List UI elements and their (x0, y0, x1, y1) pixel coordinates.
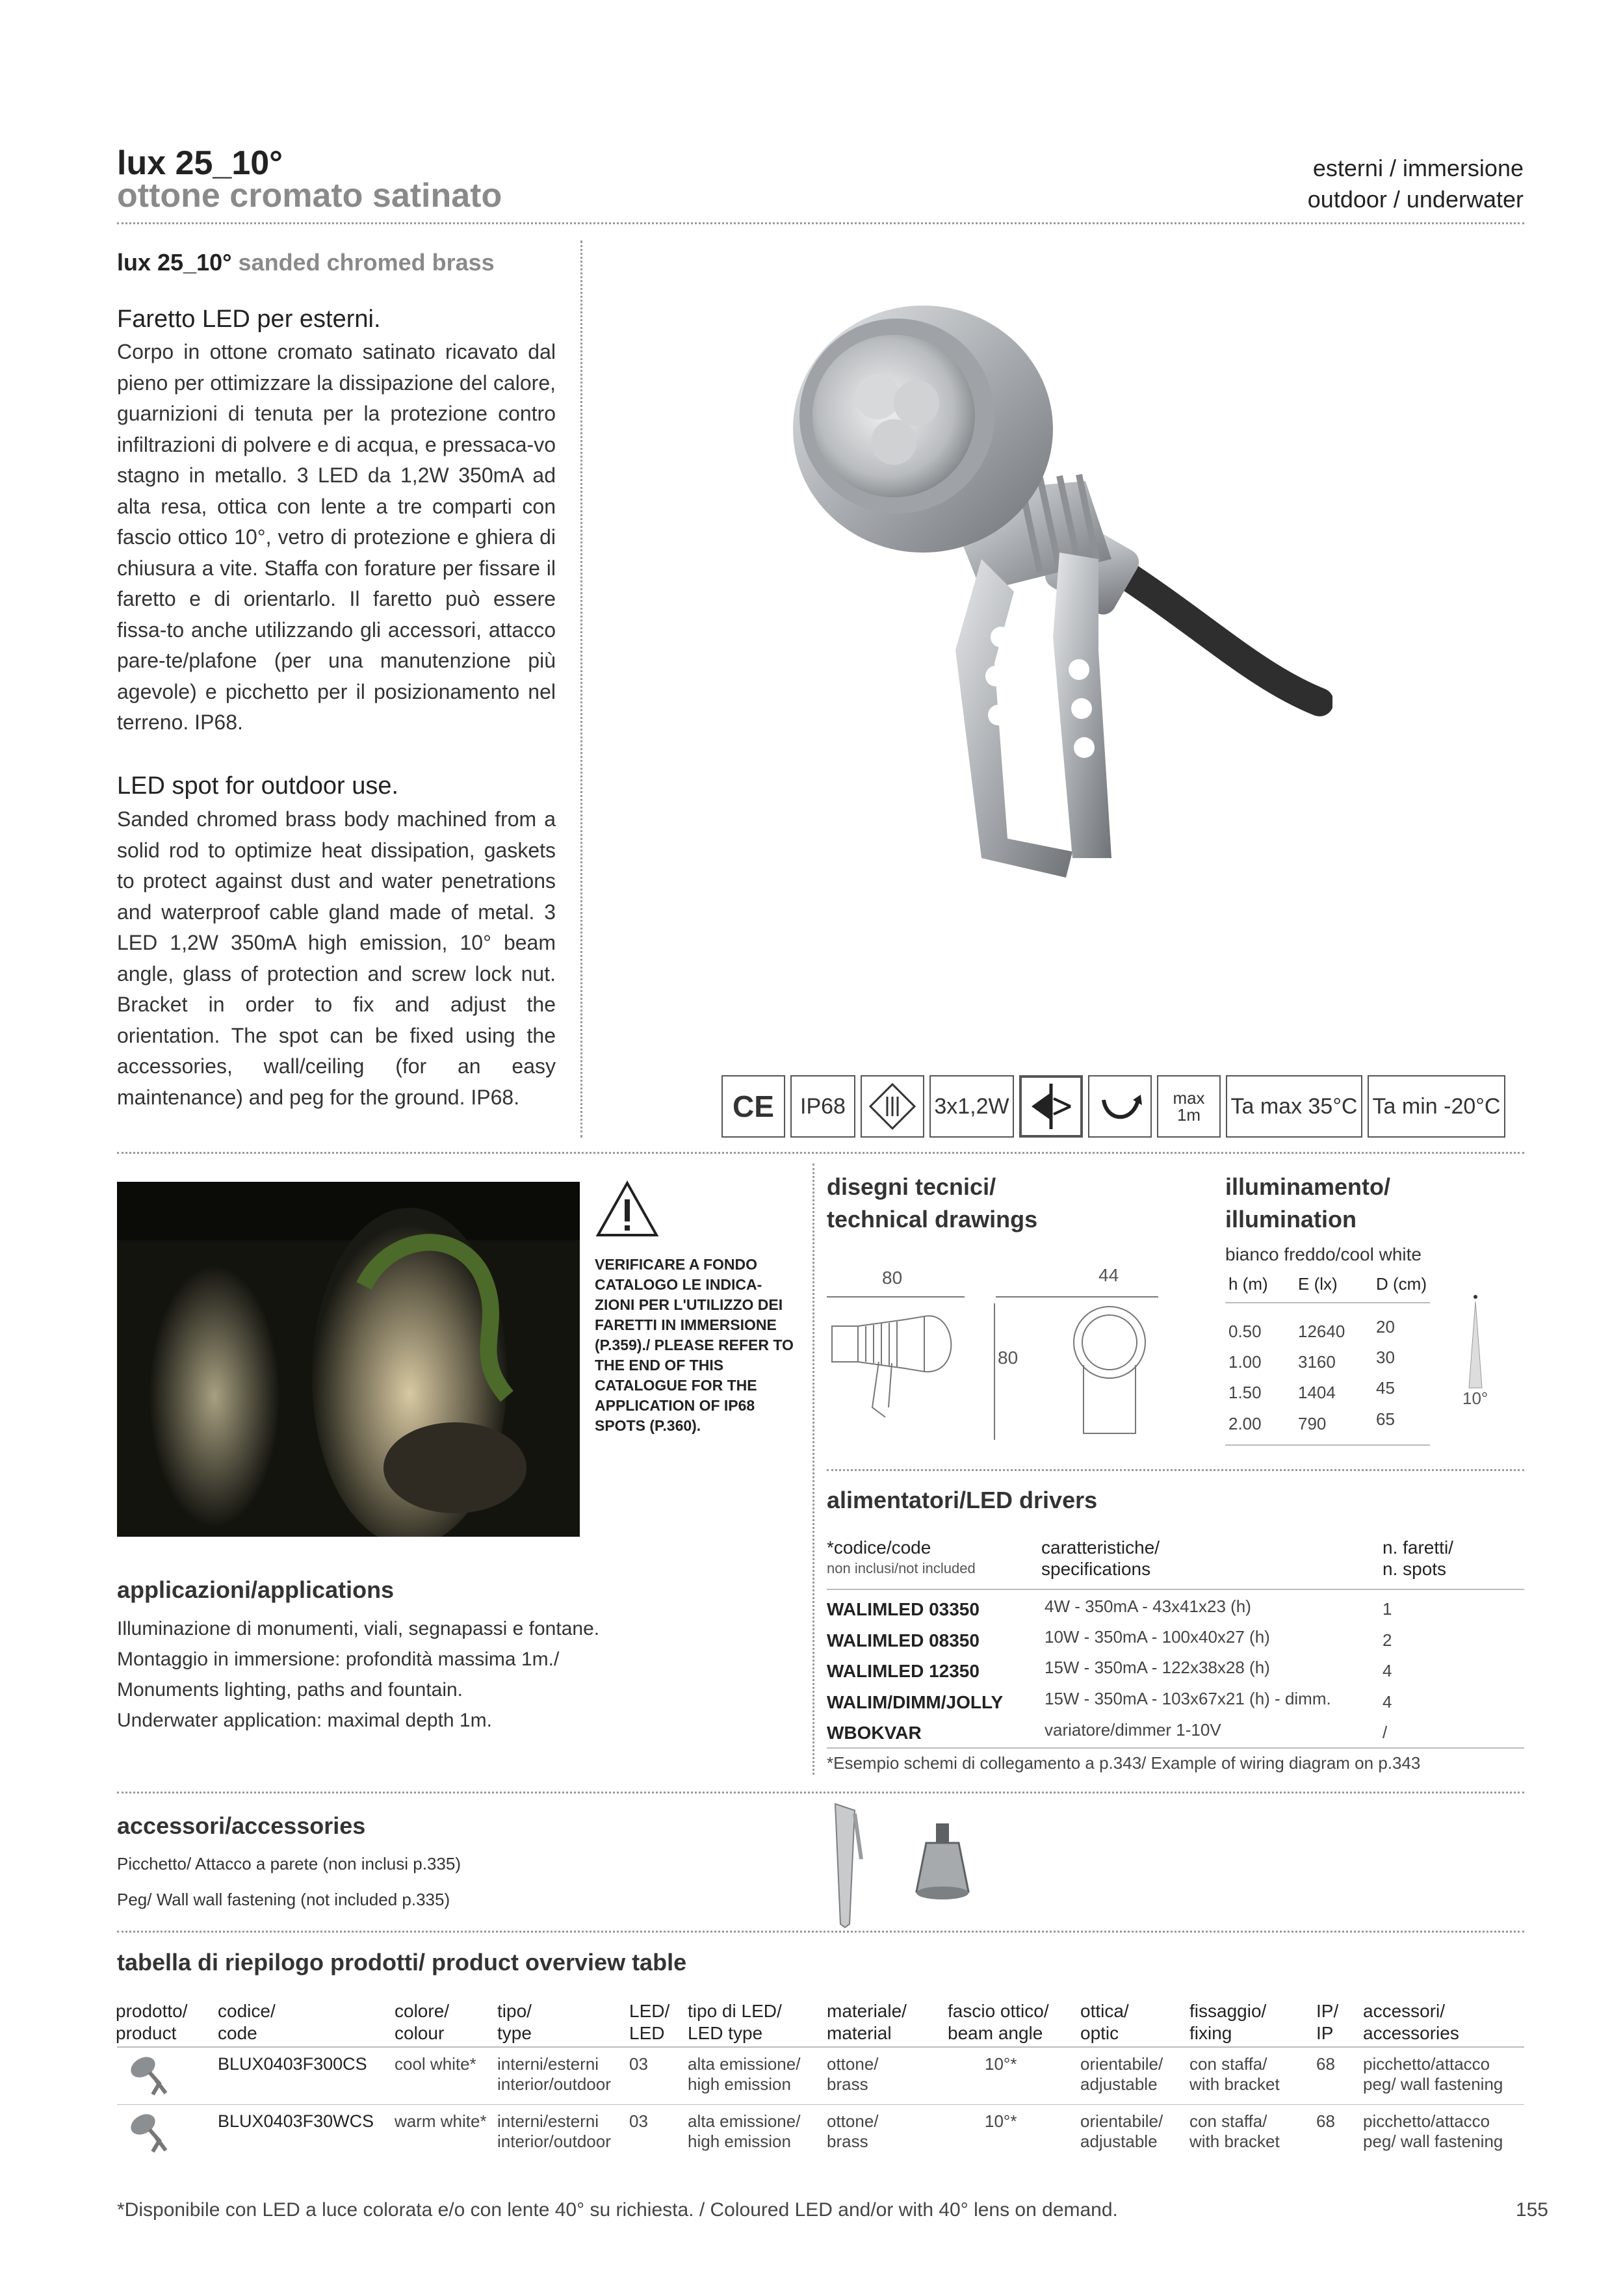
illum-row-d: 20 (1376, 1317, 1395, 1337)
illum-col-e: E (lx) (1298, 1274, 1338, 1294)
ov-type (497, 2111, 611, 2152)
ov-fixing-line: with bracket (1189, 2132, 1280, 2151)
driver-code: WALIMLED 12350 (827, 1661, 980, 1681)
illum-col-h: h (m) (1228, 1274, 1268, 1294)
intro-subtitle-bold: lux 25_10° (117, 249, 232, 276)
ov-col-label: colour (395, 2023, 445, 2043)
ov-fixing (1189, 2111, 1280, 2152)
product-image (747, 286, 1332, 923)
illum-row-e: 12640 (1298, 1322, 1345, 1341)
accessories-line-1: Picchetto/ Attacco a parete (non inclusi p.335) (117, 1854, 461, 1873)
ov-col-label: IP/ (1316, 2001, 1339, 2021)
drivers-bottom-rule (827, 1747, 1524, 1749)
warning-icon (595, 1180, 660, 1238)
driver-spec: 4W - 350mA - 43x41x23 (h) (1045, 1597, 1251, 1616)
ip68-badge: IP68 (790, 1075, 855, 1138)
beam-angle-label: 10° (1462, 1389, 1488, 1408)
ov-col-label: codice/ (218, 2001, 276, 2021)
ov-col-label: type (497, 2023, 532, 2043)
applications-line: Montaggio in immersione: profondità massima 1m./ (117, 1649, 560, 1670)
ov-material-line: ottone/ (827, 2054, 879, 2074)
driver-spec: 15W - 350mA - 122x38x28 (h) (1045, 1658, 1270, 1677)
ov-col-label: optic (1080, 2023, 1119, 2043)
class-iii-icon (861, 1075, 924, 1138)
ov-fixing (1189, 2054, 1280, 2094)
illum-header-rule (1225, 1302, 1430, 1303)
dim-diameter: 44 (1098, 1265, 1119, 1285)
max-depth-icon (1157, 1075, 1221, 1138)
ov-ledtype (688, 2054, 800, 2094)
illumination-subtitle: bianco freddo/cool white (1225, 1244, 1422, 1264)
driver-spots: 1 (1383, 1599, 1392, 1619)
ov-accessories (1363, 2111, 1503, 2152)
driver-code: WBOKVAR (827, 1723, 922, 1743)
drivers-col-code: *codice/code (827, 1537, 931, 1558)
illum-row-h: 2.00 (1228, 1414, 1262, 1433)
ov-col-label: code (218, 2023, 257, 2043)
ov-accessories-line: peg/ wall fastening (1363, 2074, 1503, 2094)
it-heading: Faretto LED per esterni. (117, 306, 381, 333)
ov-col-code (218, 2000, 276, 2044)
illum-row-e: 790 (1298, 1414, 1327, 1433)
ov-optic-line: orientabile/ (1080, 2054, 1163, 2074)
section-divider-2 (117, 1792, 1524, 1794)
ov-ip: 68 (1316, 2054, 1335, 2074)
applications-line: Underwater application: maximal depth 1m. (117, 1710, 492, 1731)
ov-col-ledtype (688, 2000, 782, 2044)
application-photo (117, 1182, 580, 1537)
ov-col-label: fissaggio/ (1189, 2001, 1267, 2021)
ov-col-label: tipo di LED/ (688, 2001, 782, 2021)
header-divider (117, 222, 1524, 224)
ov-fixing-line: con staffa/ (1189, 2054, 1267, 2074)
ov-col-label: ottica/ (1080, 2001, 1129, 2021)
ov-col-optic (1080, 2000, 1129, 2044)
ov-col-colour (395, 2000, 449, 2044)
wall-bracket-accessory-image (907, 1820, 978, 1905)
ov-col-label: fascio ottico/ (948, 2001, 1049, 2021)
ov-accessories-line: peg/ wall fastening (1363, 2132, 1503, 2151)
section-divider-1 (117, 1152, 1524, 1154)
ov-col-label: accessori/ (1363, 2001, 1446, 2021)
footer-note: *Disponibile con LED a luce colorata e/o con lente 40° su richiesta. / Coloured LED and/or with 40° lens on demand. (117, 2199, 1118, 2221)
applications-heading: applicazioni/applications (117, 1576, 395, 1603)
illum-row-d: 65 (1376, 1409, 1395, 1429)
dim-height: 80 (998, 1348, 1019, 1368)
ov-col-label: fixing (1189, 2023, 1232, 2043)
ov-type-line: interior/outdoor (497, 2132, 611, 2151)
overview-heading: tabella di riepilogo prodotti/ product overview table (117, 1949, 687, 1976)
ov-type-line: interni/esterni (497, 2111, 599, 2131)
intro-subtitle (117, 249, 495, 276)
drivers-divider (827, 1469, 1524, 1471)
ov-accessories (1363, 2054, 1503, 2094)
driver-spec: 15W - 350mA - 103x67x21 (h) - dimm. (1045, 1689, 1331, 1708)
ta-min-badge: Ta min -20°C (1368, 1075, 1505, 1138)
ov-beam: 10°* (985, 2054, 1017, 2074)
drivers-header-rule (827, 1589, 1524, 1590)
ov-optic (1080, 2111, 1163, 2152)
ov-col-label: accessories (1363, 2023, 1459, 2043)
ov-code: BLUX0403F300CS (218, 2054, 367, 2074)
rotation-icon (1088, 1075, 1152, 1138)
section-divider-3 (117, 1931, 1524, 1933)
driver-code: WALIMLED 08350 (827, 1630, 980, 1650)
drawings-heading-2: technical drawings (827, 1206, 1038, 1233)
ov-colour: warm white* (395, 2111, 487, 2131)
accessories-heading: accessori/accessories (117, 1812, 366, 1839)
max-label: max (1173, 1088, 1205, 1108)
max-depth-value: 1m (1176, 1105, 1201, 1125)
driver-spots: 2 (1383, 1630, 1392, 1650)
illum-row-e: 1404 (1298, 1383, 1336, 1402)
ov-material-line: ottone/ (827, 2111, 879, 2131)
technical-drawing (827, 1290, 1158, 1440)
drawings-heading-1: disegni tecnici/ (827, 1173, 996, 1200)
ov-col-label: material (827, 2023, 892, 2043)
illum-row-d: 45 (1376, 1378, 1395, 1398)
ov-material (827, 2111, 879, 2152)
ov-col-type (497, 2000, 532, 2044)
it-body: Corpo in ottone cromato satinato ricavato dal pieno per ottimizzare la dissipazione del calore, guarnizioni di tenuta per la protezione contro infiltrazioni di polvere e di acqua, e pressaca-vo stagno in metallo. 3 LED da 1,2W 350mA ad alta resa, ottica con lente a tre comparti con fascio ottico 10°, vetro di protezione e ghiera di chiusura a vite. Staffa con forature per fissare il faretto e di orientarlo. Il faretto può essere fissa-to anche utilizzando gli accessori, attacco pare-te/plafone (per una manutenzione più agevole) e picchetto per il posizionamento nel terreno. IP68. (117, 340, 556, 734)
ov-optic-line: adjustable (1080, 2074, 1158, 2094)
ov-col-label: tipo/ (497, 2001, 532, 2021)
driver-spec: variatore/dimmer 1-10V (1045, 1720, 1221, 1740)
illum-bottom-rule (1225, 1444, 1430, 1446)
ov-ledtype-line: alta emissione/ (688, 2111, 801, 2131)
ov-col-label: LED/ (629, 2001, 670, 2021)
driver-spots: 4 (1383, 1661, 1392, 1680)
ov-col-label: materiale/ (827, 2001, 907, 2021)
dim-length: 80 (882, 1268, 903, 1288)
ta-max-badge: Ta max 35°C (1226, 1075, 1362, 1138)
ov-material-line: brass (827, 2132, 868, 2151)
ce-mark-icon: CE (721, 1075, 785, 1138)
ov-col-label: LED (629, 2023, 665, 2043)
ov-ledtype-line: high emission (688, 2074, 791, 2094)
ov-ledtype-line: alta emissione/ (688, 2054, 801, 2074)
drivers-footnote: *Esempio schemi di collegamento a p.343/ Example of wiring diagram on p.343 (827, 1753, 1421, 1773)
applications-line: Monuments lighting, paths and fountain. (117, 1679, 463, 1701)
ov-colour: cool white* (395, 2054, 476, 2074)
drivers-col-spots-2: n. spots (1383, 1559, 1447, 1579)
driver-code: WALIMLED 03350 (827, 1599, 980, 1619)
ov-accessories-line: picchetto/attacco (1363, 2111, 1490, 2131)
adjustable-icon (1019, 1075, 1083, 1138)
ov-led: 03 (629, 2054, 648, 2074)
applications-text (117, 1613, 599, 1736)
en-heading: LED spot for outdoor use. (117, 772, 399, 800)
ov-col-product (116, 2000, 188, 2044)
product-subtitle: ottone cromato satinato (117, 177, 502, 215)
ov-optic-line: adjustable (1080, 2132, 1158, 2151)
ov-type-line: interni/esterni (497, 2054, 599, 2074)
product-thumbnail (127, 2054, 172, 2096)
peg-accessory-image (822, 1801, 900, 1931)
overview-header-rule (117, 2046, 1524, 2048)
ov-type-line: interior/outdoor (497, 2074, 611, 2094)
accessories-line-2: Peg/ Wall wall fastening (not included p.335) (117, 1890, 450, 1909)
ov-col-fixing (1189, 2000, 1266, 2044)
illum-row-e: 3160 (1298, 1352, 1336, 1372)
warning-text: VERIFICARE A FONDO CATALOGO LE INDICA-ZIONI PER L'UTILIZZO DEI FARETTI IN IMMERSIONE (P.359)./ PLEASE REFER TO THE END OF THIS CATALOGUE FOR THE APPLICATION OF IP68 SPOTS (P.360). (595, 1256, 794, 1434)
en-body: Sanded chromed brass body machined from a solid rod to optimize heat dissipation, gaskets to protect against dust and water penetrations and waterproof cable gland made of metal. 3 LED 1,2W 350mA high emission, 10° beam angle, glass of protection and screw lock nut. Bracket in order to fix and adjust the orientation. The spot can be fixed using the accessories, wall/ceiling (for an easy maintenance) and peg for the ground. IP68. (117, 807, 556, 1109)
ov-col-label: IP (1316, 2023, 1334, 2043)
driver-spec: 10W - 350mA - 100x40x27 (h) (1045, 1627, 1270, 1647)
ov-fixing-line: with bracket (1189, 2074, 1280, 2094)
column-divider-2 (812, 1164, 814, 1775)
category-en: outdoor / underwater (1307, 186, 1524, 213)
ov-ip: 68 (1316, 2111, 1335, 2131)
ov-col-label: colore/ (395, 2001, 450, 2021)
page-number: 155 (1515, 2199, 1548, 2221)
ov-ledtype-line: high emission (688, 2132, 791, 2151)
ov-col-material (827, 2000, 907, 2044)
ov-type (497, 2054, 611, 2094)
ov-led: 03 (629, 2111, 648, 2131)
illum-row-h: 0.50 (1228, 1322, 1262, 1341)
ov-fixing-line: con staffa/ (1189, 2111, 1267, 2131)
ov-material-line: brass (827, 2074, 868, 2094)
illum-row-d: 30 (1376, 1348, 1395, 1367)
drivers-heading: alimentatori/LED drivers (827, 1487, 1098, 1513)
ov-col-beam (948, 2000, 1049, 2044)
power-badge: 3x1,2W (929, 1075, 1014, 1138)
ov-beam: 10°* (985, 2111, 1017, 2131)
product-title: lux 25_10° (117, 144, 283, 182)
drivers-col-spec-2: specifications (1041, 1559, 1151, 1579)
ov-ledtype (688, 2111, 800, 2152)
product-thumbnail (127, 2111, 172, 2154)
ov-col-led (629, 2000, 669, 2044)
ov-accessories-line: picchetto/attacco (1363, 2054, 1490, 2074)
drivers-col-code-sub: non inclusi/not included (827, 1560, 976, 1576)
illum-col-d: D (cm) (1376, 1274, 1427, 1294)
ov-col-label: product (116, 2023, 177, 2043)
drivers-col-spots-1: n. faretti/ (1383, 1537, 1453, 1558)
ov-optic-line: orientabile/ (1080, 2111, 1163, 2131)
drivers-col-spec-1: caratteristiche/ (1041, 1537, 1160, 1558)
driver-code: WALIM/DIMM/JOLLY (827, 1692, 1004, 1712)
ov-code: BLUX0403F30WCS (218, 2111, 374, 2131)
ov-col-label: beam angle (948, 2023, 1043, 2043)
applications-line: Illuminazione di monumenti, viali, segnapassi e fontane. (117, 1618, 600, 1639)
driver-spots: / (1383, 1723, 1388, 1742)
column-divider (580, 241, 582, 1138)
intro-subtitle-rest: sanded chromed brass (231, 249, 495, 276)
illumination-heading-2: illumination (1225, 1206, 1357, 1233)
ov-col-label: LED type (688, 2023, 763, 2043)
ov-col-ip (1316, 2000, 1338, 2044)
illumination-heading-1: illuminamento/ (1225, 1173, 1391, 1200)
ov-col-accessories (1363, 2000, 1459, 2044)
illum-row-h: 1.00 (1228, 1352, 1262, 1372)
beam-cone-icon (1462, 1294, 1488, 1391)
ov-material (827, 2054, 879, 2094)
illum-row-h: 1.50 (1228, 1383, 1262, 1402)
driver-spots: 4 (1383, 1692, 1392, 1712)
overview-row-rule (117, 2104, 1524, 2105)
ov-col-label: prodotto/ (116, 2001, 188, 2021)
ov-optic (1080, 2054, 1163, 2094)
category-it: esterni / immersione (1312, 155, 1524, 181)
